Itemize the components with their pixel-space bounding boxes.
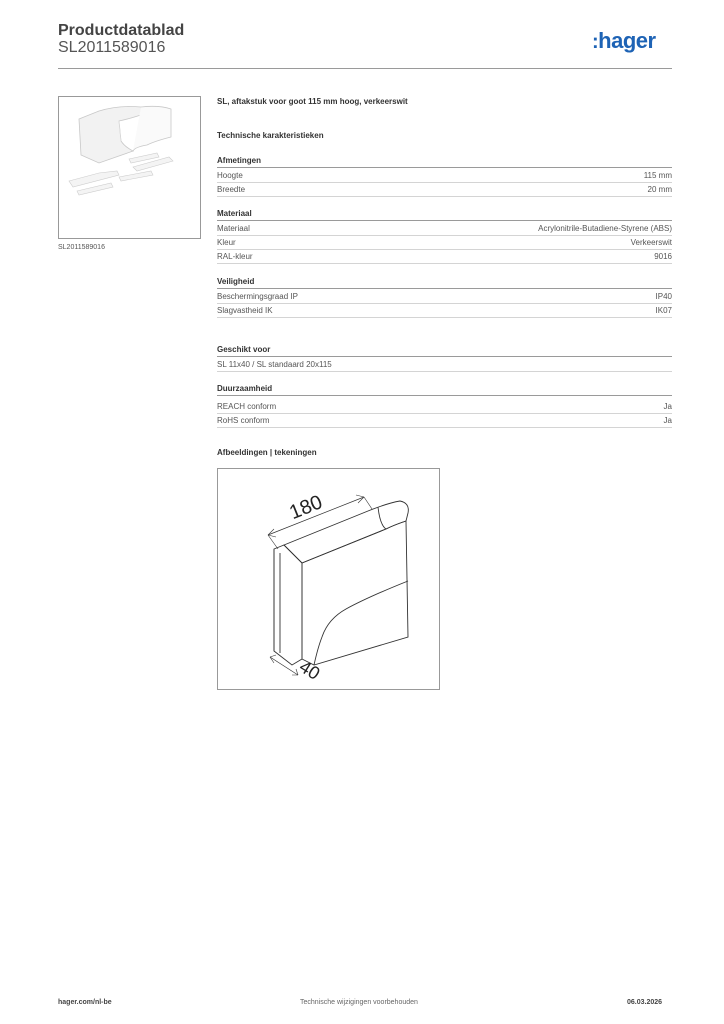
spec-row [217,290,672,304]
spec-value: IK07 [655,306,672,315]
footer-notice: Technische wijzigingen voorbehouden [300,999,418,1006]
spec-label: Beschermingsgraad IP [217,292,298,301]
spec-value: 20 mm [647,185,672,194]
spec-value: Acrylonitrile-Butadiene-Styrene (ABS) [538,224,672,233]
section-title-materiaal: Materiaal [217,209,672,221]
technical-drawing [217,468,440,690]
spec-row [217,236,672,250]
spec-label: Kleur [217,238,236,247]
page-title: Productdatablad [58,22,185,39]
header-divider [58,68,672,69]
footer-website[interactable]: hager.com/nl-be [58,999,112,1006]
spec-label: Slagvastheid IK [217,306,273,315]
spec-row [217,304,672,318]
photo-caption: SL2011589016 [58,244,105,251]
footer-date: 06.03.2026 [627,999,663,1006]
section-title-duurzaamheid: Duurzaamheid [217,384,672,396]
spec-value: Verkeerswit [630,238,672,247]
spec-label: RAL-kleur [217,252,253,261]
section-title-afmetingen: Afmetingen [217,156,672,168]
spec-row [217,400,672,414]
spec-row [217,169,672,183]
dim-width-label: 40 [295,656,324,684]
dim-length-label: 180 [286,491,326,525]
product-title: SL, aftakstuk voor goot 115 mm hoog, verkeerswit [217,97,408,106]
spec-label: REACH conform [217,402,277,411]
spec-value: 9016 [654,252,672,261]
spec-value: Ja [663,402,672,411]
spec-label: Materiaal [217,224,250,233]
section-title-veiligheid: Veiligheid [217,277,672,289]
spec-row [217,183,672,197]
spec-label: SL 11x40 / SL standaard 20x115 [217,360,332,369]
spec-row [217,358,672,372]
hager-logo: :hager [592,28,656,53]
spec-label: RoHS conform [217,416,270,425]
spec-value: IP40 [655,292,672,301]
drawing-svg [218,469,439,689]
spec-row [217,222,672,236]
tech-heading: Technische karakteristieken [217,131,324,140]
spec-row [217,414,672,428]
section-title-afbeeldingen: Afbeeldingen | tekeningen [217,448,317,457]
section-title-geschikt: Geschikt voor [217,345,672,357]
spec-value: Ja [663,416,672,425]
product-code: SL2011589016 [58,39,166,56]
spec-label: Breedte [217,185,246,194]
product-photo [58,96,201,239]
spec-label: Hoogte [217,171,243,180]
spec-row [217,250,672,264]
spec-value: 115 mm [643,171,672,180]
